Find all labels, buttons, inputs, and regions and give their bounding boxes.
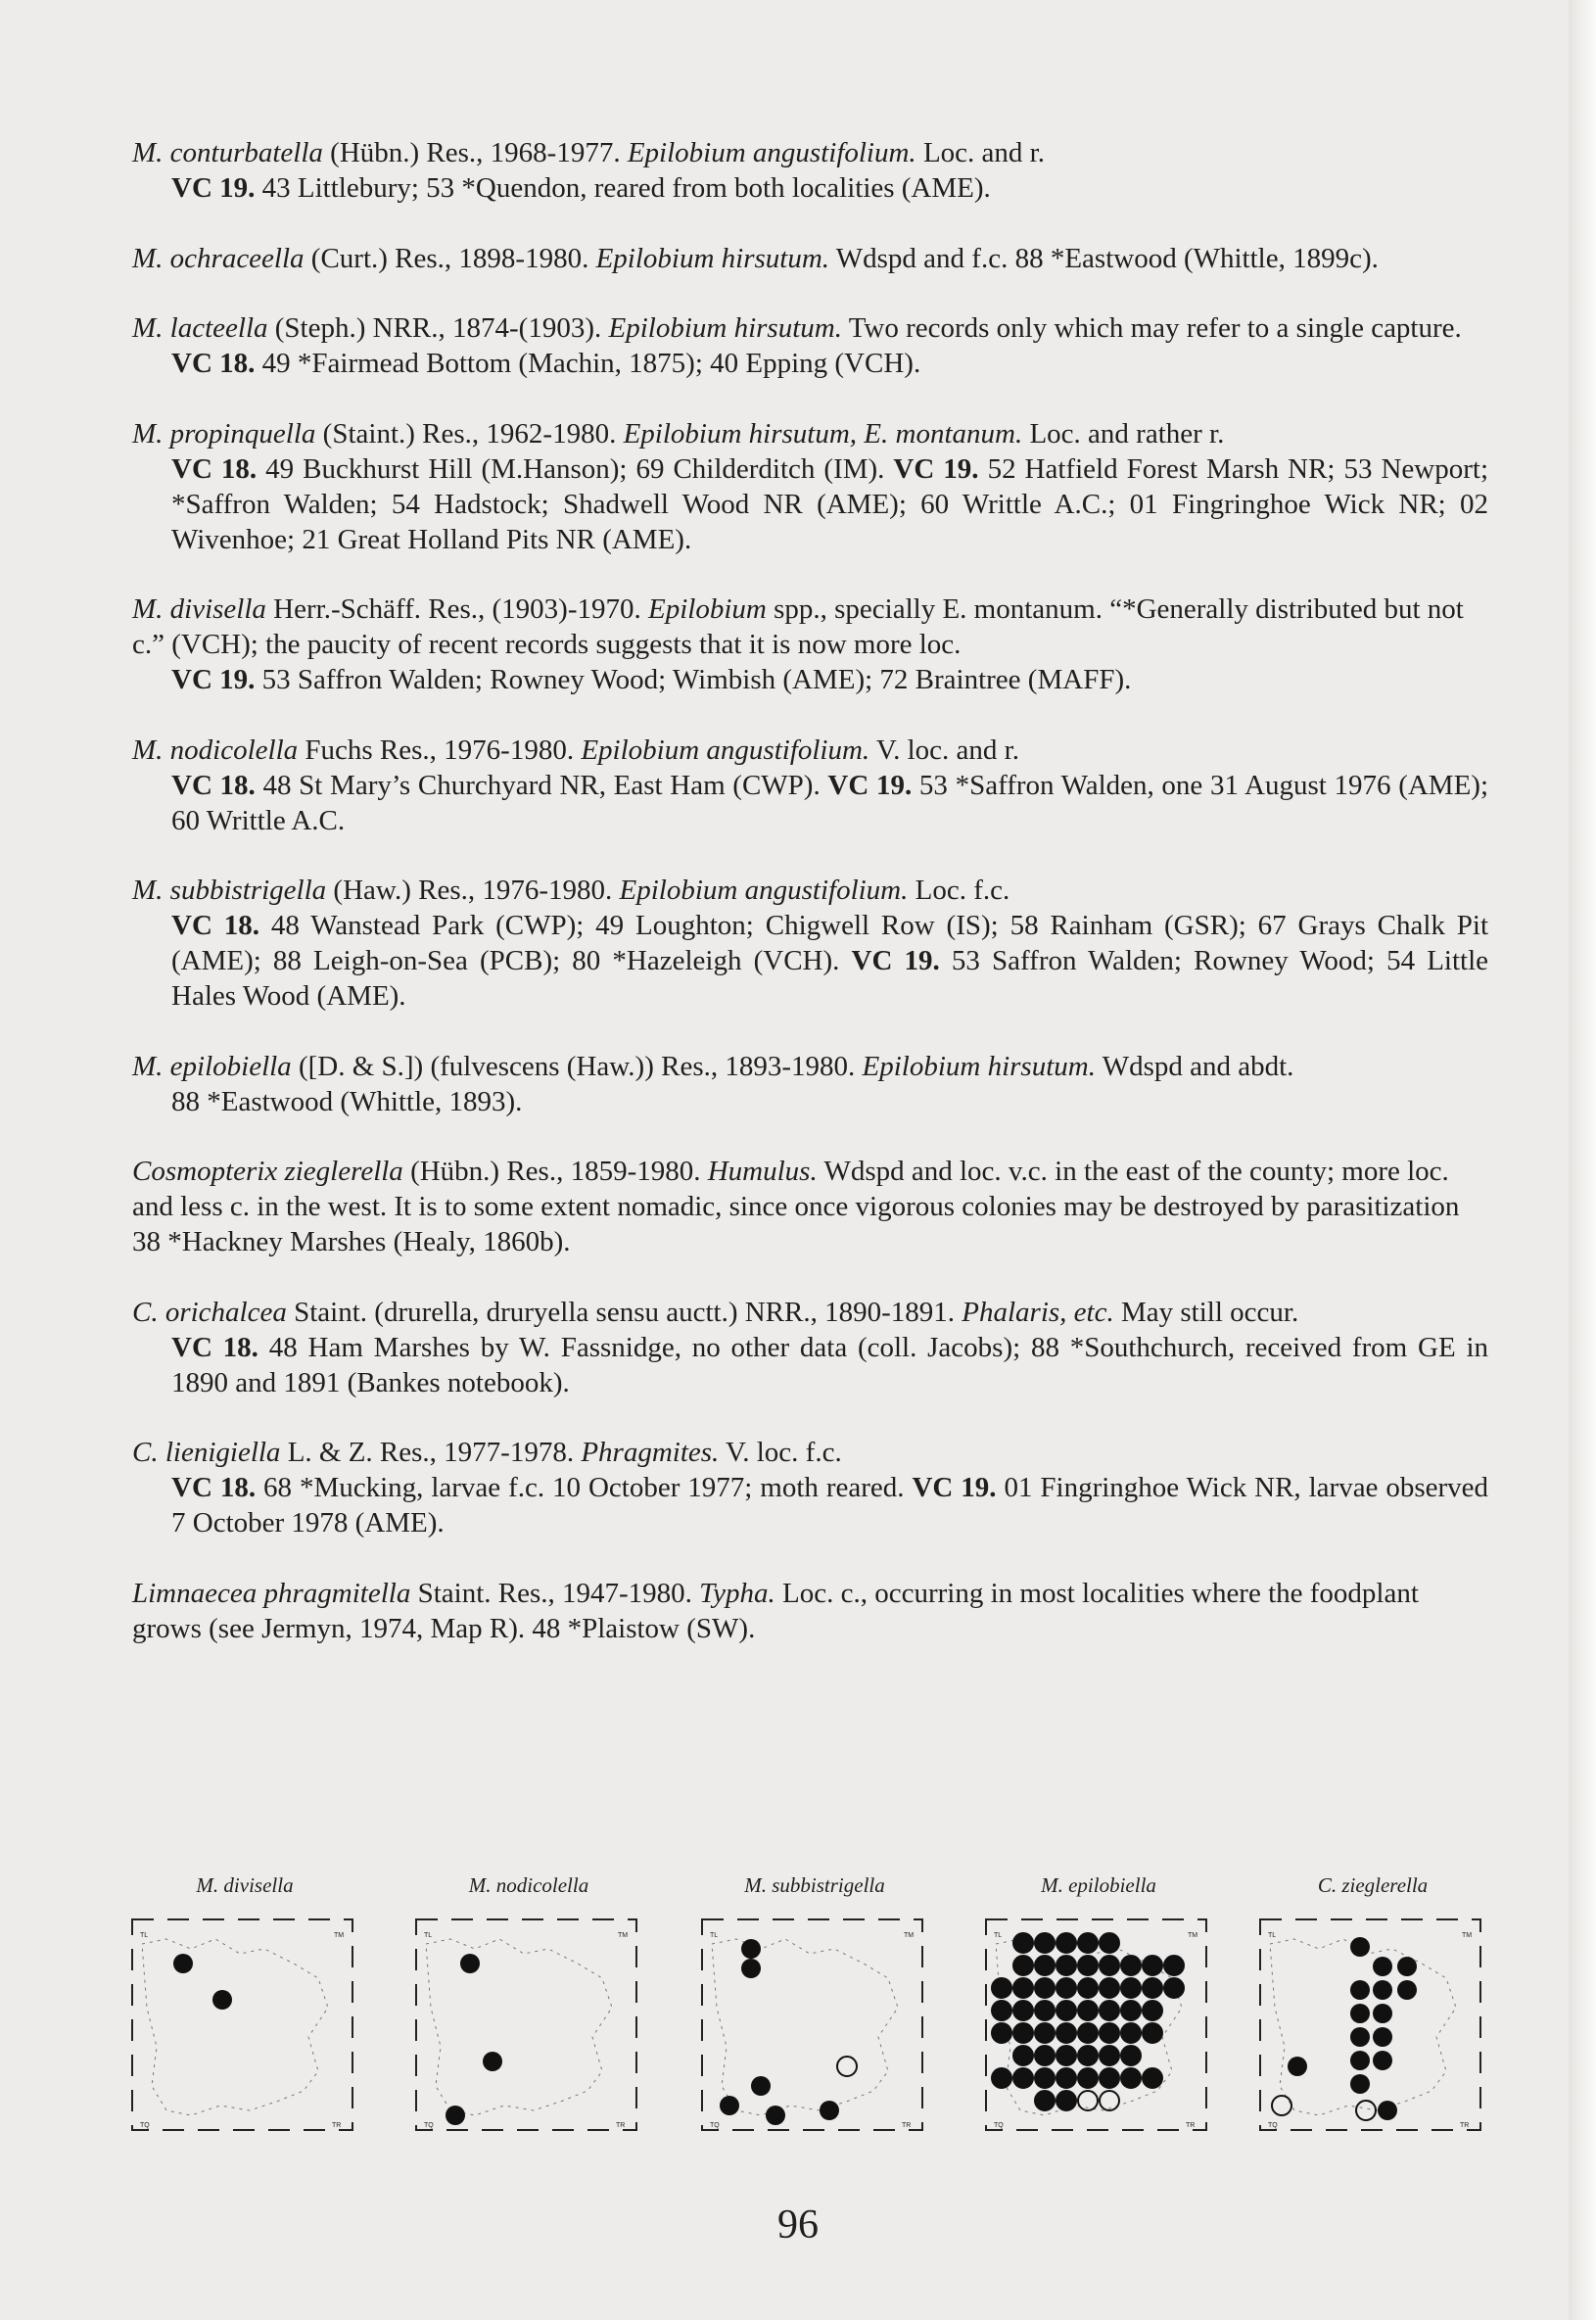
vice-county: VC 19.: [171, 172, 256, 204]
locality-records: [132, 1084, 1488, 1119]
record-dot: [1121, 2046, 1141, 2065]
entry-header: [132, 241, 1488, 276]
grid-label: TQ: [424, 2122, 434, 2129]
record-dot: [1164, 1978, 1184, 1998]
record-dot: [1056, 1933, 1076, 1953]
species-entry: [132, 1576, 1488, 1646]
map-frame: [1260, 1919, 1480, 2130]
distribution-maps: [122, 1870, 1493, 2233]
vice-county: VC 18.: [171, 452, 258, 485]
record-dot: [1121, 2023, 1141, 2043]
county-outline: [142, 1939, 328, 2115]
locality-text: 48 St Mary’s Churchyard NR, East Ham (CWP).: [262, 769, 828, 801]
record-dot: [1121, 2068, 1141, 2088]
record-dot: [1078, 2023, 1098, 2043]
record-dot: [1035, 2001, 1055, 2020]
map-title: C. zieglerella: [1317, 1873, 1429, 1897]
record-dot: [1056, 2091, 1076, 2110]
entry-notes: May still occur.: [1113, 1296, 1299, 1328]
county-outline: [426, 1939, 612, 2115]
distribution-map: [406, 1910, 651, 2213]
map-border: [132, 1919, 352, 2130]
locality-text: 01 Fingringhoe Wick NR, larvae observed 7 October 1978 (AME).: [171, 1472, 1489, 1539]
grid-label: TR: [332, 2122, 342, 2129]
locality-text: 43 Littlebury; 53 *Quendon, reared from both localities (AME).: [261, 172, 991, 204]
record-dot: [1100, 2068, 1119, 2088]
text-column: [132, 135, 1488, 1681]
locality-text: 48 Ham Marshes by W. Fassnidge, no other data (coll. Jacobs); 88 *Southchurch, received from GE in 1890 and 1891 (Bankes notebook).: [171, 1331, 1489, 1398]
entry-status: Fuchs Res., 1976-1980.: [298, 734, 582, 766]
vice-county: VC 19.: [851, 945, 940, 976]
record-dot: [1100, 2046, 1119, 2065]
entry-notes: Two records only which may refer to a single capture.: [841, 312, 1462, 344]
foodplant: Epilobium angustifolium.: [581, 734, 870, 766]
record-dot: [1035, 2046, 1055, 2065]
distribution-map: [976, 1910, 1221, 2213]
species-name: M. epilobiella: [132, 1050, 292, 1082]
grid-label: TL: [424, 1932, 433, 1939]
grid-label: TQ: [1268, 2122, 1278, 2129]
entry-status: ([D. & S.]) (fulvescens (Haw.)) Res., 1893-1980.: [291, 1050, 863, 1082]
grid-label: TR: [1460, 2122, 1470, 2129]
record-dot: [1013, 2001, 1033, 2020]
species-name: C. orichalcea: [132, 1296, 287, 1328]
map-border: [416, 1919, 636, 2130]
vice-county: VC 18.: [171, 769, 256, 801]
record-dot: [1078, 1978, 1098, 1998]
locality-text: 53 *Saffron Walden, one 31 August 1976 (AME); 60 Writtle A.C.: [171, 769, 1489, 836]
entry-header: [132, 416, 1488, 451]
grid-label: TQ: [710, 2122, 720, 2129]
locality-text: 49 Buckhurst Hill (M.Hanson); 69 Childerditch (IM).: [265, 452, 894, 485]
vice-county: VC 19.: [827, 769, 913, 801]
grid-label: TM: [904, 1932, 915, 1939]
record-dot: [1056, 2001, 1076, 2020]
record-dot: [1056, 1956, 1076, 1975]
foodplant: Epilobium hirsutum.: [608, 312, 842, 344]
record-dot: [1143, 1956, 1162, 1975]
record-dot: [1164, 1956, 1184, 1975]
locality-records: [132, 662, 1488, 697]
species-name: M. propinquella: [132, 417, 316, 450]
record-dot: [1035, 1956, 1055, 1975]
vice-county: VC 18.: [171, 1331, 258, 1363]
distribution-map: [122, 1910, 367, 2213]
locality-records: [132, 170, 1488, 206]
entry-notes: V. loc. f.c.: [719, 1437, 842, 1468]
record-dot: [1013, 2068, 1033, 2088]
species-entry: [132, 135, 1488, 206]
species-entry: [132, 873, 1488, 1014]
record-dot: [1056, 1978, 1076, 1998]
species-name: M. subbistrigella: [132, 875, 327, 906]
record-dot: [1056, 2046, 1076, 2065]
map-divisella: [122, 1870, 367, 2233]
foodplant: Phragmites.: [581, 1437, 720, 1468]
vice-county: VC 18.: [171, 910, 259, 941]
grid-label: TM: [618, 1932, 629, 1939]
map-frame: [132, 1919, 352, 2130]
record-dot: [992, 2068, 1011, 2088]
map-title: M. subbistrigella: [744, 1873, 885, 1897]
record-dot: [1100, 1956, 1119, 1975]
entry-header: [132, 1154, 1488, 1259]
species-name: M. conturbatella: [132, 137, 323, 168]
entry-status: Herr.-Schäff. Res., (1903)-1970.: [265, 593, 648, 625]
foodplant: Epilobium angustifolium.: [627, 137, 916, 168]
page-edge: [1569, 0, 1596, 2320]
county-outline: [712, 1939, 898, 2115]
entry-notes: Loc. and rather r.: [1022, 417, 1225, 450]
record-dot: [992, 2023, 1011, 2043]
entry-header: [132, 310, 1488, 346]
species-name: M. ochraceella: [132, 242, 305, 274]
entry-status: (Hübn.) Res., 1968-1977.: [322, 137, 628, 168]
locality-text: 53 Saffron Walden; Rowney Wood; 54 Little Hales Wood (AME).: [171, 945, 1489, 1012]
vice-county: VC 19.: [893, 452, 979, 485]
locality-records: [132, 451, 1488, 557]
locality-records: [132, 1330, 1488, 1400]
distribution-map: [692, 1910, 937, 2213]
map-subbistrigella: [692, 1870, 937, 2233]
record-dot: [1035, 2068, 1055, 2088]
entry-notes: Loc. c., occurring in most localities where the foodplant grows (see Jermyn, 1974, Map R). 48 *Plaistow (SW).: [132, 1577, 1419, 1644]
record-dot: [1121, 1956, 1141, 1975]
record-dot: [1013, 1978, 1033, 1998]
grid-label: TL: [140, 1932, 149, 1939]
record-dot: [1035, 2091, 1055, 2110]
grid-label: TQ: [994, 2122, 1004, 2129]
grid-label: TR: [902, 2122, 912, 2129]
entry-notes: Wdspd and abdt.: [1095, 1050, 1294, 1082]
distribution-map: [1250, 1910, 1495, 2213]
entry-header: [132, 1049, 1488, 1084]
entry-notes: Loc. f.c.: [908, 875, 1010, 906]
entry-notes: V. loc. and r.: [869, 734, 1019, 766]
species-name: M. lacteella: [132, 312, 268, 344]
locality-text: 48 Wanstead Park (CWP); 49 Loughton; Chigwell Row (IS); 58 Rainham (GSR); 67 Grays Chalk Pit (AME); 88 Leigh-on-Sea (PCB); 80 *Hazeleigh (VCH).: [171, 910, 1489, 976]
page-number: 96: [777, 2202, 819, 2248]
grid-label: TR: [1186, 2122, 1196, 2129]
record-dot: [992, 1978, 1011, 1998]
record-dot: [1035, 2023, 1055, 2043]
record-dot: [1143, 2001, 1162, 2020]
record-dot: [1056, 2068, 1076, 2088]
map-title: M. epilobiella: [1041, 1873, 1156, 1897]
locality-text: 88 *Eastwood (Whittle, 1893).: [171, 1085, 523, 1117]
grid-label: TL: [1268, 1932, 1277, 1939]
grid-label: TQ: [140, 2122, 150, 2129]
species-entry: [132, 416, 1488, 557]
species-name: Limnaecea phragmitella: [132, 1577, 411, 1609]
map-border: [1260, 1919, 1480, 2130]
foodplant: Epilobium hirsutum.: [862, 1050, 1096, 1082]
grid-label: TM: [1188, 1932, 1198, 1939]
entry-header: [132, 733, 1488, 768]
species-entry: [132, 241, 1488, 276]
dot-grid: [992, 1933, 1184, 2110]
map-zieglerella: [1250, 1870, 1495, 2233]
entry-status: L. & Z. Res., 1977-1978.: [280, 1437, 582, 1468]
entry-notes: spp., specially E. montanum. “*Generally distributed but not c.” (VCH); the paucity of recent records suggests that it is now more loc.: [132, 593, 1464, 660]
entry-header: [132, 873, 1488, 908]
record-dot: [1078, 1933, 1098, 1953]
vice-county: VC 19.: [912, 1472, 997, 1503]
entry-header: [132, 1295, 1488, 1330]
grid-label: TM: [334, 1932, 345, 1939]
locality-records: [132, 1470, 1488, 1540]
foodplant: Epilobium angustifolium.: [619, 875, 909, 906]
record-dot: [1143, 2023, 1162, 2043]
record-dot: [1100, 1978, 1119, 1998]
entry-status: (Hübn.) Res., 1859-1980.: [402, 1156, 708, 1187]
entry-header: [132, 592, 1488, 662]
record-dot: [1100, 1933, 1119, 1953]
map-epilobiella: [976, 1870, 1221, 2233]
record-dot: [1013, 2023, 1033, 2043]
species-name: Cosmopterix zieglerella: [132, 1156, 403, 1187]
record-dot: [1143, 1978, 1162, 1998]
foodplant: Epilobium: [648, 593, 767, 625]
grid-label: TL: [710, 1932, 719, 1939]
locality-text: 68 *Mucking, larvae f.c. 10 October 1977; moth reared.: [263, 1472, 913, 1503]
entry-status: (Curt.) Res., 1898-1980.: [304, 242, 596, 274]
record-dot: [1035, 1978, 1055, 1998]
locality-records: [132, 346, 1488, 381]
locality-records: [132, 908, 1488, 1014]
record-dot: [1100, 2091, 1119, 2110]
map-title: M. divisella: [196, 1873, 294, 1897]
map-frame: [416, 1919, 636, 2130]
entry-notes: Wdspd and f.c. 88 *Eastwood (Whittle, 1899c).: [829, 242, 1379, 274]
foodplant: Epilobium hirsutum.: [595, 242, 830, 274]
species-name: M. nodicolella: [132, 734, 299, 766]
entry-header: [132, 1576, 1488, 1646]
species-name: C. lienigiella: [132, 1437, 281, 1468]
species-entry: [132, 1049, 1488, 1119]
grid-label: TR: [616, 2122, 626, 2129]
species-entry: [132, 310, 1488, 381]
entry-status: Staint. Res., 1947-1980.: [410, 1577, 700, 1609]
record-dot: [1078, 2068, 1098, 2088]
record-dot: [1121, 1978, 1141, 1998]
vice-county: VC 18.: [171, 1472, 257, 1503]
locality-text: 52 Hatfield Forest Marsh NR; 53 Newport; *Saffron Walden; 54 Hadstock; Shadwell Wood NR (AME); 60 Writtle A.C.; 01 Fingringhoe Wick NR; 02 Wivenhoe; 21 Great Holland Pits NR (AME).: [171, 452, 1489, 555]
species-entry: [132, 1435, 1488, 1540]
map-title: M. nodicolella: [468, 1873, 589, 1897]
record-dot: [1078, 1956, 1098, 1975]
map-nodicolella: [406, 1870, 651, 2233]
record-dot: [1013, 2046, 1033, 2065]
species-entry: [132, 1154, 1488, 1259]
foodplant: Epilobium hirsutum, E. montanum.: [623, 417, 1023, 450]
record-dot: [1035, 1933, 1055, 1953]
entry-status: (Steph.) NRR., 1874-(1903).: [267, 312, 609, 344]
record-dot: [1078, 2046, 1098, 2065]
entry-notes: Wdspd and loc. v.c. in the east of the county; more loc. and less c. in the west. It is to some extent nomadic, since once vigorous colonies may be destroyed by parasitization 38 *Hackney Marshes (Healy, 1860b).: [132, 1156, 1460, 1257]
species-entry: [132, 1295, 1488, 1400]
foodplant: Humulus.: [707, 1156, 818, 1187]
entry-header: [132, 1435, 1488, 1470]
locality-text: 53 Saffron Walden; Rowney Wood; Wimbish (AME); 72 Braintree (MAFF).: [261, 664, 1132, 695]
foodplant: Typha.: [699, 1577, 775, 1609]
grid-label: TL: [994, 1932, 1003, 1939]
entry-header: [132, 135, 1488, 170]
record-dot: [992, 2001, 1011, 2020]
species-entry: [132, 733, 1488, 838]
entry-status: Staint. (drurella, druryella sensu auctt.) NRR., 1890-1891.: [286, 1296, 962, 1328]
locality-records: [132, 768, 1488, 838]
entry-status: (Haw.) Res., 1976-1980.: [326, 875, 620, 906]
record-dot: [1100, 2001, 1119, 2020]
entry-status: (Staint.) Res., 1962-1980.: [315, 417, 624, 450]
species-name: M. divisella: [132, 593, 266, 625]
foodplant: Phalaris, etc.: [962, 1296, 1114, 1328]
record-dot: [1013, 1956, 1033, 1975]
species-entry: [132, 592, 1488, 697]
record-dot: [1013, 1933, 1033, 1953]
record-dot: [1121, 2001, 1141, 2020]
record-dot: [1143, 2068, 1162, 2088]
entry-notes: Loc. and r.: [915, 137, 1045, 168]
record-dot: [1078, 2001, 1098, 2020]
vice-county: VC 19.: [171, 664, 256, 695]
grid-label: TM: [1462, 1932, 1473, 1939]
record-dot: [1100, 2023, 1119, 2043]
locality-text: 49 *Fairmead Bottom (Machin, 1875); 40 Epping (VCH).: [261, 348, 921, 379]
vice-county: VC 18.: [171, 348, 256, 379]
record-dot: [1056, 2023, 1076, 2043]
